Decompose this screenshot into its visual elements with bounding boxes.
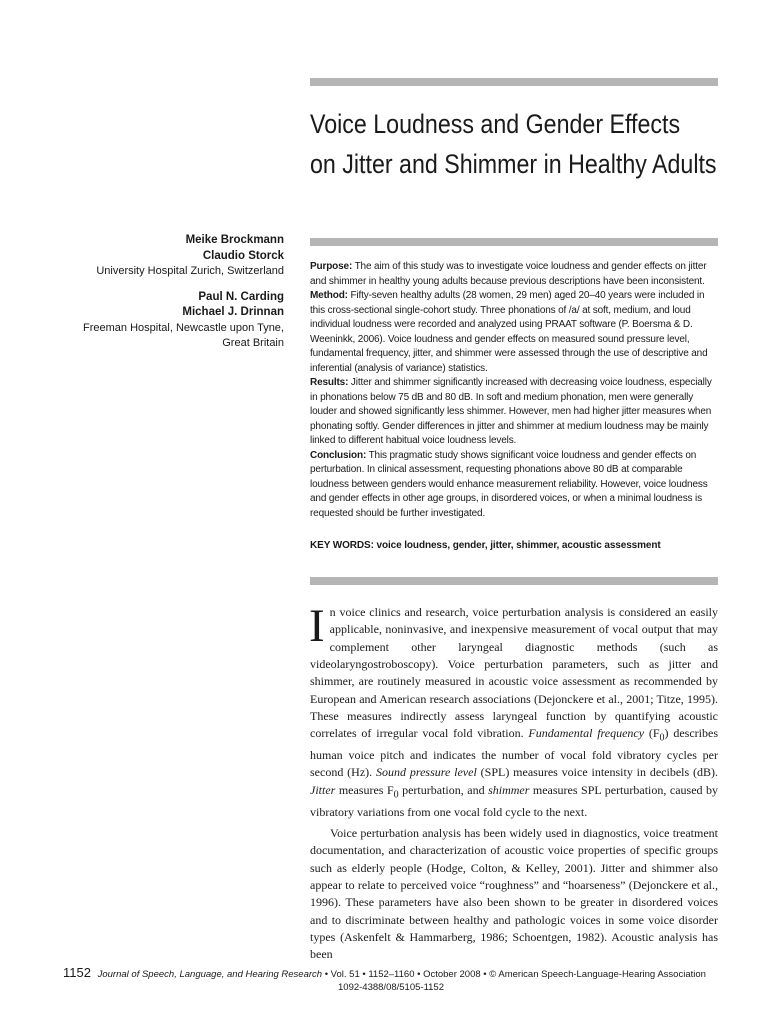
abstract-label: Method: [310, 290, 348, 301]
abstract-text: Jitter and shimmer significantly increased with decreasing voice loudness, especially in phonations below 75 dB and 80 dB. In soft and medium phonation, men were generally louder and showed significantly less shimmer. However, men had higher jitter measures when phonating softly. Gender differences in jitter and shimmer at medium loudness may be mainly linked to different habitual voice loudness levels. [310, 377, 712, 446]
drop-cap: I [309, 600, 325, 652]
abstract-rule-bottom [310, 577, 718, 585]
text-run: ) describes human voice pitch and indicates the number of vocal fold vibratory cycles per second (Hz). [310, 726, 718, 780]
title-line-1: Voice Loudness and Gender Effects [310, 109, 681, 139]
author-group-1 [40, 233, 284, 280]
author-name: Meike Brockmann [185, 234, 284, 246]
abstract-text: This pragmatic study shows significant voice loudness and gender effects on perturbation. In clinical assessment, requesting phonations above 80 dB at comparable loudness between genders would enhance measurement reliability. However, voice loudness and gender effects in other age groups, in disordered voices, or when a minimal loudness is requested should be further investigated. [310, 449, 708, 519]
term-fundamental-frequency: Fundamental frequency [528, 726, 645, 741]
text-run: (F [648, 726, 660, 741]
abstract-conclusion [310, 449, 720, 522]
abstract-text: The aim of this study was to investigate voice loudness and gender effects on jitter and shimmer in healthy young adults because previous descriptions have been inconsistent. [310, 261, 707, 287]
abstract-label: Conclusion: [310, 449, 367, 461]
page-number: 1152 [63, 965, 91, 980]
citation-info: • Vol. 51 • 1152–1160 • October 2008 • © American Speech-Language-Hearing Association [324, 969, 706, 980]
header-rule-top [310, 78, 718, 86]
abstract-purpose [310, 260, 720, 289]
abstract [310, 260, 720, 521]
article-title [310, 104, 717, 184]
page-footer [63, 966, 743, 994]
abstract-rule-top [310, 238, 718, 246]
text-run: perturbation, and [402, 782, 485, 797]
text-run: measures F [338, 782, 394, 797]
body-paragraph-1 [309, 600, 719, 821]
author-group-2 [40, 290, 284, 352]
author-name: Paul N. Carding [198, 290, 284, 303]
author-name: Michael J. Drinnan [182, 306, 284, 318]
abstract-results [310, 376, 720, 449]
subscript: 0 [393, 789, 399, 801]
term-jitter: Jitter [310, 782, 336, 797]
body-paragraph-2: Voice perturbation analysis has been widely used in diagnostics, voice treatment documentation, and characterization of acoustic voice properties of specific groups such as elderly people (Hodge, Colton, & Kelley, 2001). Jitter and shimmer also appear to relate to perceived voice “roughness” and “hoarseness” (Dejonckere et al., 1996). These parameters have also been shown to be greater in disordered voices and to discriminate between healthy and pathologic voices in some voice disorder types (Askenfelt & Hammarberg, 1986; Schoentgen, 1982). Acoustic analysis has been [310, 825, 718, 962]
keywords: KEY WORDS: voice loudness, gender, jitter, shimmer, acoustic assessment [310, 540, 661, 551]
subscript: 0 [659, 732, 665, 744]
author-affiliation: Freeman Hospital, Newcastle upon Tyne, [83, 321, 284, 334]
term-sound-pressure-level: Sound pressure level [376, 765, 477, 780]
author-affiliation: University Hospital Zurich, Switzerland [96, 265, 284, 277]
text-run: n voice clinics and research, voice perturbation analysis is considered an easily applicable, noninvasive, and inexpensive measurement of vocal output that may complement other laryngeal diagnostic methods (such as videolaryngostroboscopy). Voice perturbation parameters, such as jitter and shimmer, are routinely measured in acoustic voice assessment as recommended by European and American research associations (Dejonckere et al., 2001; Titze, 1995). These measures indirectly assess laryngeal function by quantifying acoustic correlates of irregular vocal fold vibration. [310, 605, 718, 741]
author-block [40, 233, 284, 362]
abstract-method [310, 289, 720, 376]
abstract-text: Fifty-seven healthy adults (28 women, 29 men) aged 20–40 years were included in this cross-sectional single-cohort study. Three phonations of /a/ at soft, medium, and loud individual loudness were recorded and analyzed using PRAAT software (P. Boersma & D. Weeninkk, 2006). Voice loudness and gender effects on measured sound pressure level, fundamental frequency, jitter, and shimmer were assessed through the use of descriptive and inferential (analysis of variance) statistics. [310, 290, 708, 374]
issn: 1092-4388/08/5105-1152 [338, 982, 445, 993]
author-name: Claudio Storck [202, 249, 284, 262]
term-shimmer: shimmer [488, 782, 530, 797]
abstract-label: Purpose: [310, 261, 353, 272]
journal-name: Journal of Speech, Language, and Hearing Research [97, 969, 323, 980]
text-run: (SPL) measures voice intensity in decibels (dB). [480, 765, 719, 780]
text-run: measures SPL perturbation, caused by vibratory variations from one vocal fold cycle to the next. [310, 782, 718, 819]
title-line-2: on Jitter and Shimmer in Healthy Adults [310, 149, 717, 179]
body-text [309, 600, 719, 964]
author-affiliation: Great Britain [222, 337, 284, 349]
abstract-label: Results: [310, 377, 349, 388]
